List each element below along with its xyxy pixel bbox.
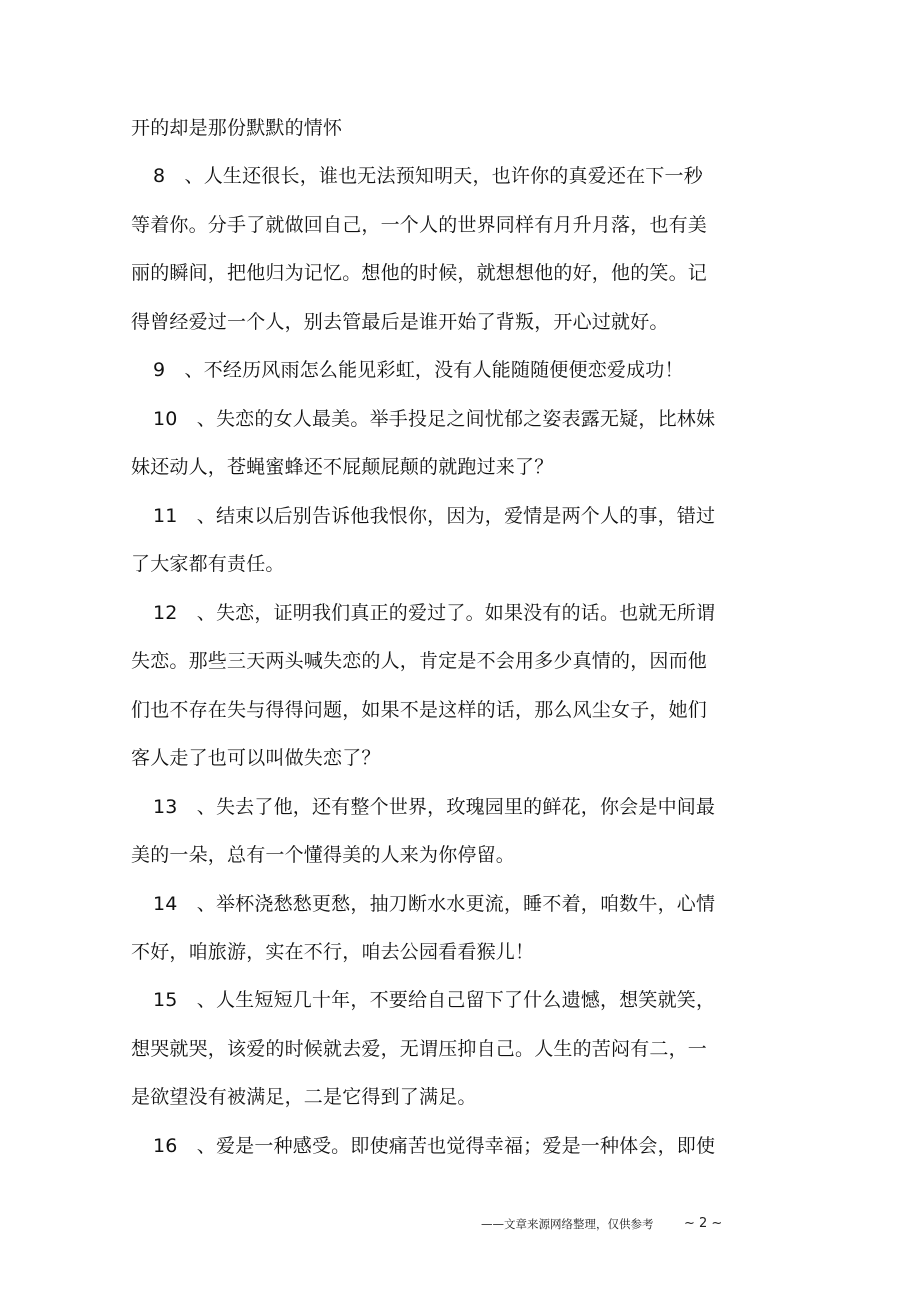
text-line: 是欲望没有被满足，二是它得到了满足。 <box>131 1086 477 1108</box>
text-line: 了大家都有责任。 <box>131 553 285 575</box>
text-line: 15 、人生短短几十年，不要给自己留下了什么遗憾，想笑就笑， <box>153 989 716 1011</box>
text-line: 开的却是那份默默的情怀 <box>131 117 343 139</box>
text-line: 13 、失去了他，还有整个世界，玫瑰园里的鲜花，你会是中间最 <box>153 796 716 818</box>
text-line: 失恋。那些三天两头喊失恋的人，肯定是不会用多少真情的，因而他 <box>131 650 708 672</box>
text-line: 妹还动人，苍蝇蜜蜂还不屁颠屁颠的就跑过来了？ <box>131 456 554 478</box>
text-line: 11 、结束以后别告诉他我恨你，因为，爱情是两个人的事，错过 <box>153 505 716 527</box>
text-line: 等着你。分手了就做回自己，一个人的世界同样有月升月落，也有美 <box>131 214 708 236</box>
text-line: 不好，咱旅游，实在不行，咱去公园看看猴儿！ <box>131 941 535 963</box>
text-line: 9 、不经历风雨怎么能见彩虹，没有人能随随便便恋爱成功！ <box>153 359 684 381</box>
text-line: 16 、爱是一种感受。即使痛苦也觉得幸福；爱是一种体会，即使 <box>153 1135 716 1157</box>
text-line: 丽的瞬间，把他归为记忆。想他的时候，就想想他的好，他的笑。记 <box>131 262 708 284</box>
text-line: 8 、人生还很长，谁也无法预知明天，也许你的真爱还在下一秒 <box>153 165 703 187</box>
text-line: 客人走了也可以叫做失恋了？ <box>131 747 381 769</box>
page-number: ~ 2 ~ <box>684 1216 723 1231</box>
text-line: 14 、举杯浇愁愁更愁，抽刀断水水更流，睡不着，咱数牛，心情 <box>153 893 716 915</box>
text-line: 12 、失恋，证明我们真正的爱过了。如果没有的话。也就无所谓 <box>153 602 716 624</box>
footer-source-note: ——文章来源网络整理，仅供参考 <box>481 1217 654 1231</box>
text-line: 美的一朵，总有一个懂得美的人来为你停留。 <box>131 844 516 866</box>
text-line: 得曾经爱过一个人，别去管最后是谁开始了背叛，开心过就好。 <box>131 311 669 333</box>
text-line: 们也不存在失与得得问题，如果不是这样的话，那么风尘女子，她们 <box>131 699 708 721</box>
text-line: 想哭就哭，该爱的时候就去爱，无谓压抑自己。人生的苦闷有二，一 <box>131 1038 708 1060</box>
text-line: 10 、失恋的女人最美。举手投足之间忧郁之姿表露无疑，比林妹 <box>153 408 716 430</box>
